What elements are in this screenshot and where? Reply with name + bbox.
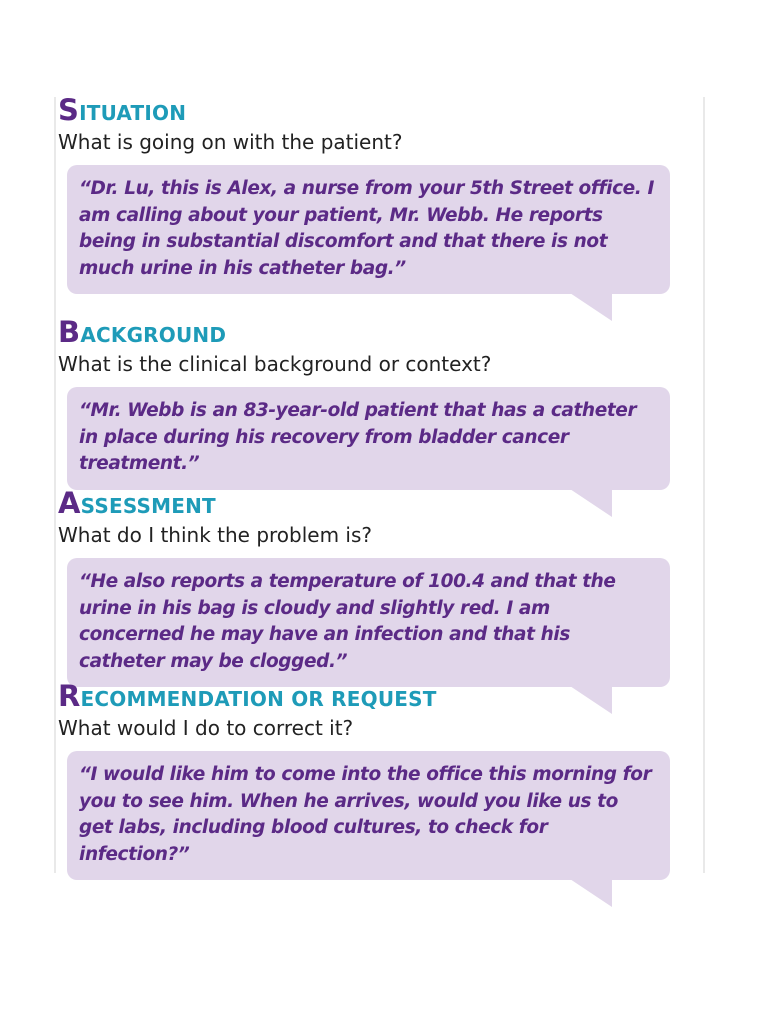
section-recommendation xyxy=(58,679,698,880)
example-quote: “Mr. Webb is an 83-year-old patient that has a catheter in place during his recovery from bladder cancer treatment.” xyxy=(79,400,637,474)
speech-bubble xyxy=(67,387,670,490)
section-question: What do I think the problem is? xyxy=(58,523,373,547)
speech-bubble xyxy=(67,558,670,687)
heading-initial: S xyxy=(58,93,80,127)
section-background xyxy=(58,315,698,490)
example-quote: “He also reports a temperature of 100.4 and that the urine in his bag is cloudy and slightly red. I am concerned he may have an infection and that his catheter may be clogged.” xyxy=(79,571,616,672)
heading-rest: ACKGROUND xyxy=(80,323,227,347)
section-situation xyxy=(58,93,698,294)
speech-bubble xyxy=(67,751,670,880)
heading-initial: B xyxy=(58,315,81,349)
speech-bubble xyxy=(67,165,670,294)
heading-rest: ITUATION xyxy=(79,101,187,125)
example-quote: “I would like him to come into the office this morning for you to see him. When he arrives, would you like us to get labs, including blood cultures, to check for infection?” xyxy=(79,764,652,865)
section-question: What is the clinical background or context? xyxy=(58,352,492,376)
section-question: What is going on with the patient? xyxy=(58,130,403,154)
section-assessment xyxy=(58,486,698,687)
heading-rest: SSESSMENT xyxy=(80,494,216,518)
section-heading xyxy=(58,315,698,349)
example-quote: “Dr. Lu, this is Alex, a nurse from your 5th Street office. I am calling about your patient, Mr. Webb. He reports being in substantial discomfort and that there is not much urine in his catheter bag.” xyxy=(79,178,654,279)
section-question: What would I do to correct it? xyxy=(58,716,354,740)
heading-rest: ECOMMENDATION OR REQUEST xyxy=(80,687,437,711)
section-heading xyxy=(58,679,698,713)
heading-initial: R xyxy=(58,679,81,713)
section-heading xyxy=(58,93,698,127)
heading-initial: A xyxy=(58,486,81,520)
section-heading xyxy=(58,486,698,520)
